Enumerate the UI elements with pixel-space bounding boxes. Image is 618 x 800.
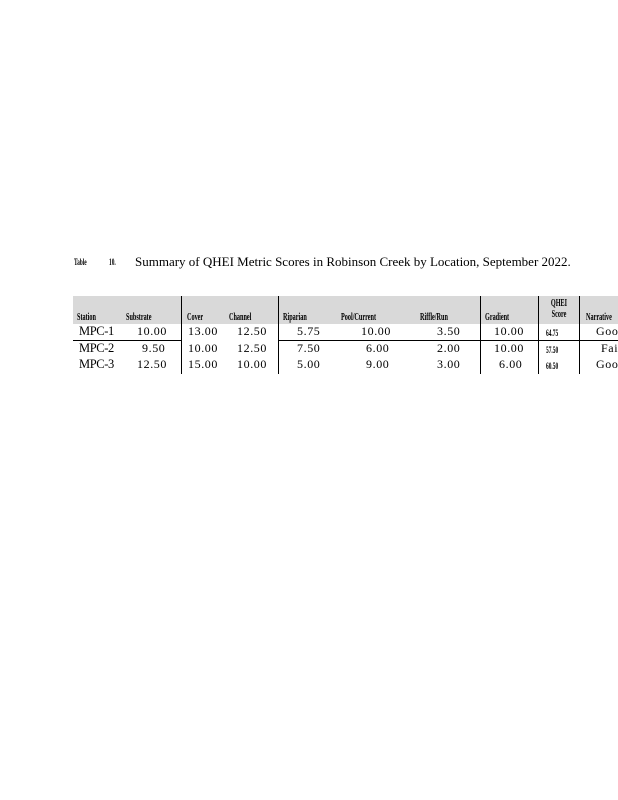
cell-station: MPC-3 (79, 357, 114, 371)
header-narrative: Narrative (586, 312, 612, 323)
cell-channel: 12.50 (237, 341, 267, 355)
table-row (73, 341, 618, 357)
cell-narrative: Fai (601, 341, 618, 355)
cell-pool-current: 6.00 (366, 341, 390, 355)
cell-substrate: 9.50 (142, 341, 166, 355)
cell-pool-current: 9.00 (366, 357, 390, 371)
cell-cover: 10.00 (188, 341, 218, 355)
cell-substrate: 10.00 (137, 324, 167, 338)
header-riparian: Riparian (283, 312, 307, 323)
cell-qhei-score: 57.50 (546, 345, 559, 355)
header-substrate: Substrate (126, 312, 152, 323)
header-cover: Cover (187, 312, 204, 323)
table-label: Table (74, 257, 87, 268)
header-gradient: Gradient (485, 312, 510, 323)
cell-gradient: 10.00 (494, 324, 524, 338)
cell-narrative: Goo (596, 357, 618, 371)
cell-pool-current: 10.00 (361, 324, 391, 338)
cell-riparian: 5.75 (297, 324, 321, 338)
table-number: 10. (109, 257, 116, 268)
cell-channel: 12.50 (237, 324, 267, 338)
cell-riffle-run: 3.50 (437, 324, 461, 338)
header-channel: Channel (229, 312, 252, 323)
cell-riffle-run: 3.00 (437, 357, 461, 371)
cell-station: MPC-1 (79, 324, 114, 338)
header-qhei-line2: Score (551, 309, 567, 320)
qhei-summary-table (73, 296, 618, 374)
cell-cover: 15.00 (188, 357, 218, 371)
cell-channel: 10.00 (237, 357, 267, 371)
table-row (73, 357, 618, 373)
cell-station: MPC-2 (79, 341, 114, 355)
header-riffle-run: Riffle/Run (420, 312, 448, 323)
cell-gradient: 10.00 (494, 341, 524, 355)
cell-substrate: 12.50 (137, 357, 167, 371)
header-qhei (547, 298, 572, 320)
cell-riffle-run: 2.00 (437, 341, 461, 355)
table-row (73, 324, 618, 340)
cell-qhei-score: 60.50 (546, 361, 559, 371)
table-title: Summary of QHEI Metric Scores in Robinson Creek by Location, September 2022. (135, 254, 571, 270)
header-pool-current: Pool/Current (341, 312, 377, 323)
cell-narrative: Goo (596, 324, 618, 338)
cell-riparian: 7.50 (297, 341, 321, 355)
cell-qhei-score: 64.75 (546, 328, 559, 338)
header-qhei-line1: QHEI (550, 298, 568, 309)
header-station: Station (77, 312, 96, 323)
table-caption (74, 253, 571, 271)
cell-cover: 13.00 (188, 324, 218, 338)
cell-riparian: 5.00 (297, 357, 321, 371)
cell-gradient: 6.00 (499, 357, 523, 371)
